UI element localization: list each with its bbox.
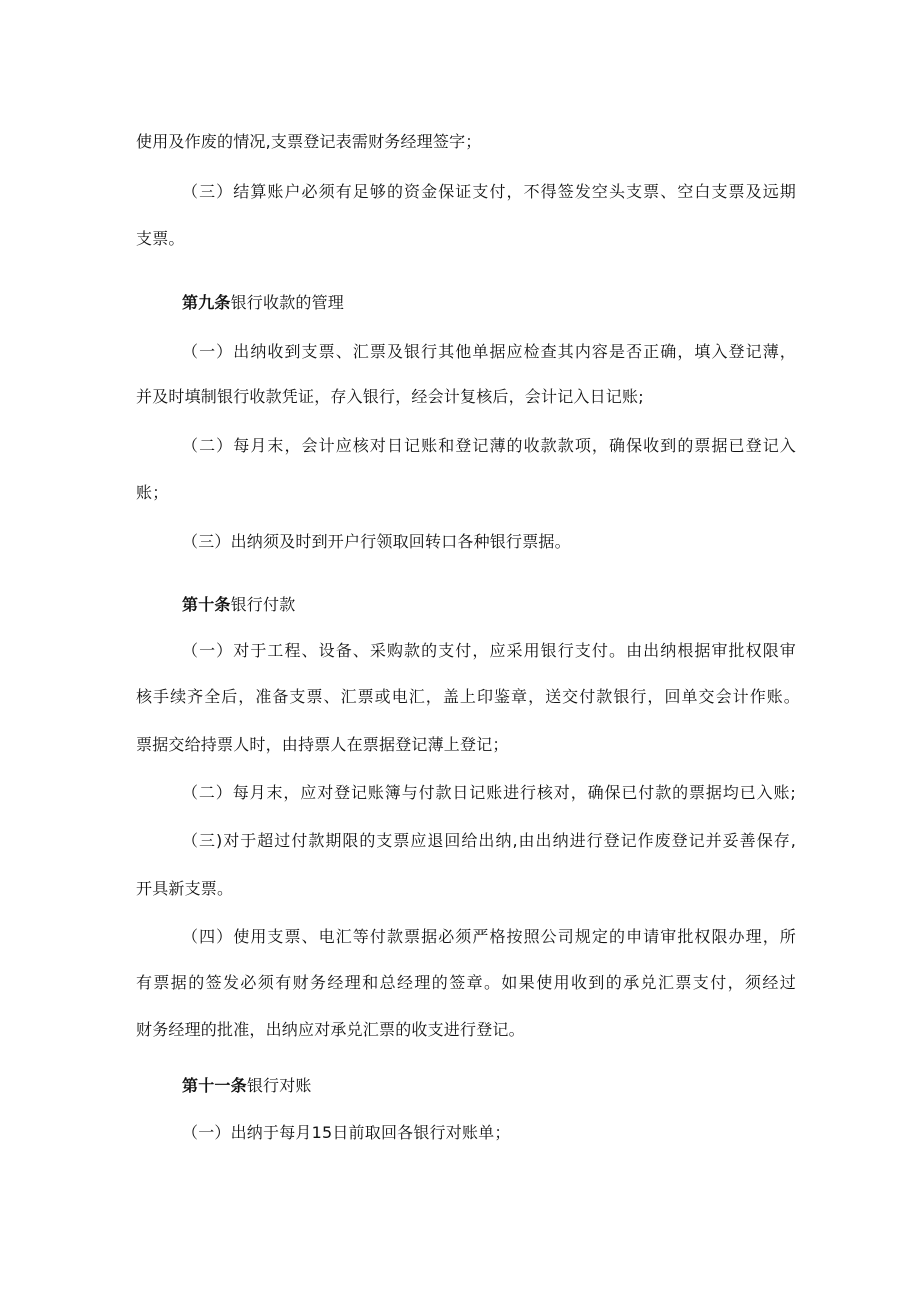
paragraph-line: （三）出纳须及时到开户行领取回转口各种银行票据。 [182,532,571,551]
paragraph-line: （一）对于工程、设备、采购款的支付，应采用银行支付。由出纳根据审批权限审 [182,641,796,660]
paragraph-line: （一）出纳收到支票、汇票及银行其他单据应检查其内容是否正确，填入登记薄， [182,342,796,361]
section-heading-9 [182,292,796,314]
paragraph-line: 核手续齐全后，准备支票、汇票或电汇，盖上印鉴章，送交付款银行，回单交会计作账。 [136,687,800,706]
heading-title: 银行对账 [246,1076,312,1095]
paragraph-line: （四）使用支票、电汇等付款票据必须严格按照公司规定的申请审批权限办理，所 [182,927,796,946]
paragraph-line: （一）出纳于每月15日前取回各银行对账单； [182,1123,511,1142]
heading-number: 第九条 [182,293,231,312]
paragraph-line: 并及时填制银行收款凭证，存入银行，经会计复核后，会计记入日记账; [136,387,644,406]
heading-number: 第十条 [182,595,231,614]
paragraph-line: 财务经理的批准，出纳应对承兑汇票的收支进行登记。 [136,1020,525,1039]
paragraph-line: （三）结算账户必须有足够的资金保证支付，不得签发空头支票、空白支票及远期 [182,182,796,201]
paragraph-line: 支票。 [136,229,185,248]
section-heading-11 [182,1075,796,1097]
paragraph-line: （三)对于超过付款期限的支票应退回给出纳,由出纳进行登记作废登记并妥善保存, [182,831,796,850]
heading-number: 第十一条 [182,1076,247,1095]
paragraph-line: 账； [136,483,169,502]
paragraph-line: 票据交给持票人时，由持票人在票据登记薄上登记； [136,735,509,754]
heading-title: 银行收款的管理 [230,293,345,312]
paragraph-line: 开具新支票。 [136,879,234,898]
paragraph-line: （二）每月末，应对登记账簿与付款日记账进行核对，确保已付款的票据均已入账; [182,783,796,802]
heading-title: 银行付款 [230,595,296,614]
paragraph-line: （二）每月末，会计应核对日记账和登记薄的收款款项，确保收到的票据已登记入 [182,436,796,455]
paragraph-line: 使用及作废的情况,支票登记表需财务经理签字； [136,132,482,151]
paragraph-line: 有票据的签发必须有财务经理和总经理的签章。如果使用收到的承兑汇票支付，须经过 [136,973,796,992]
section-heading-10 [182,594,796,616]
